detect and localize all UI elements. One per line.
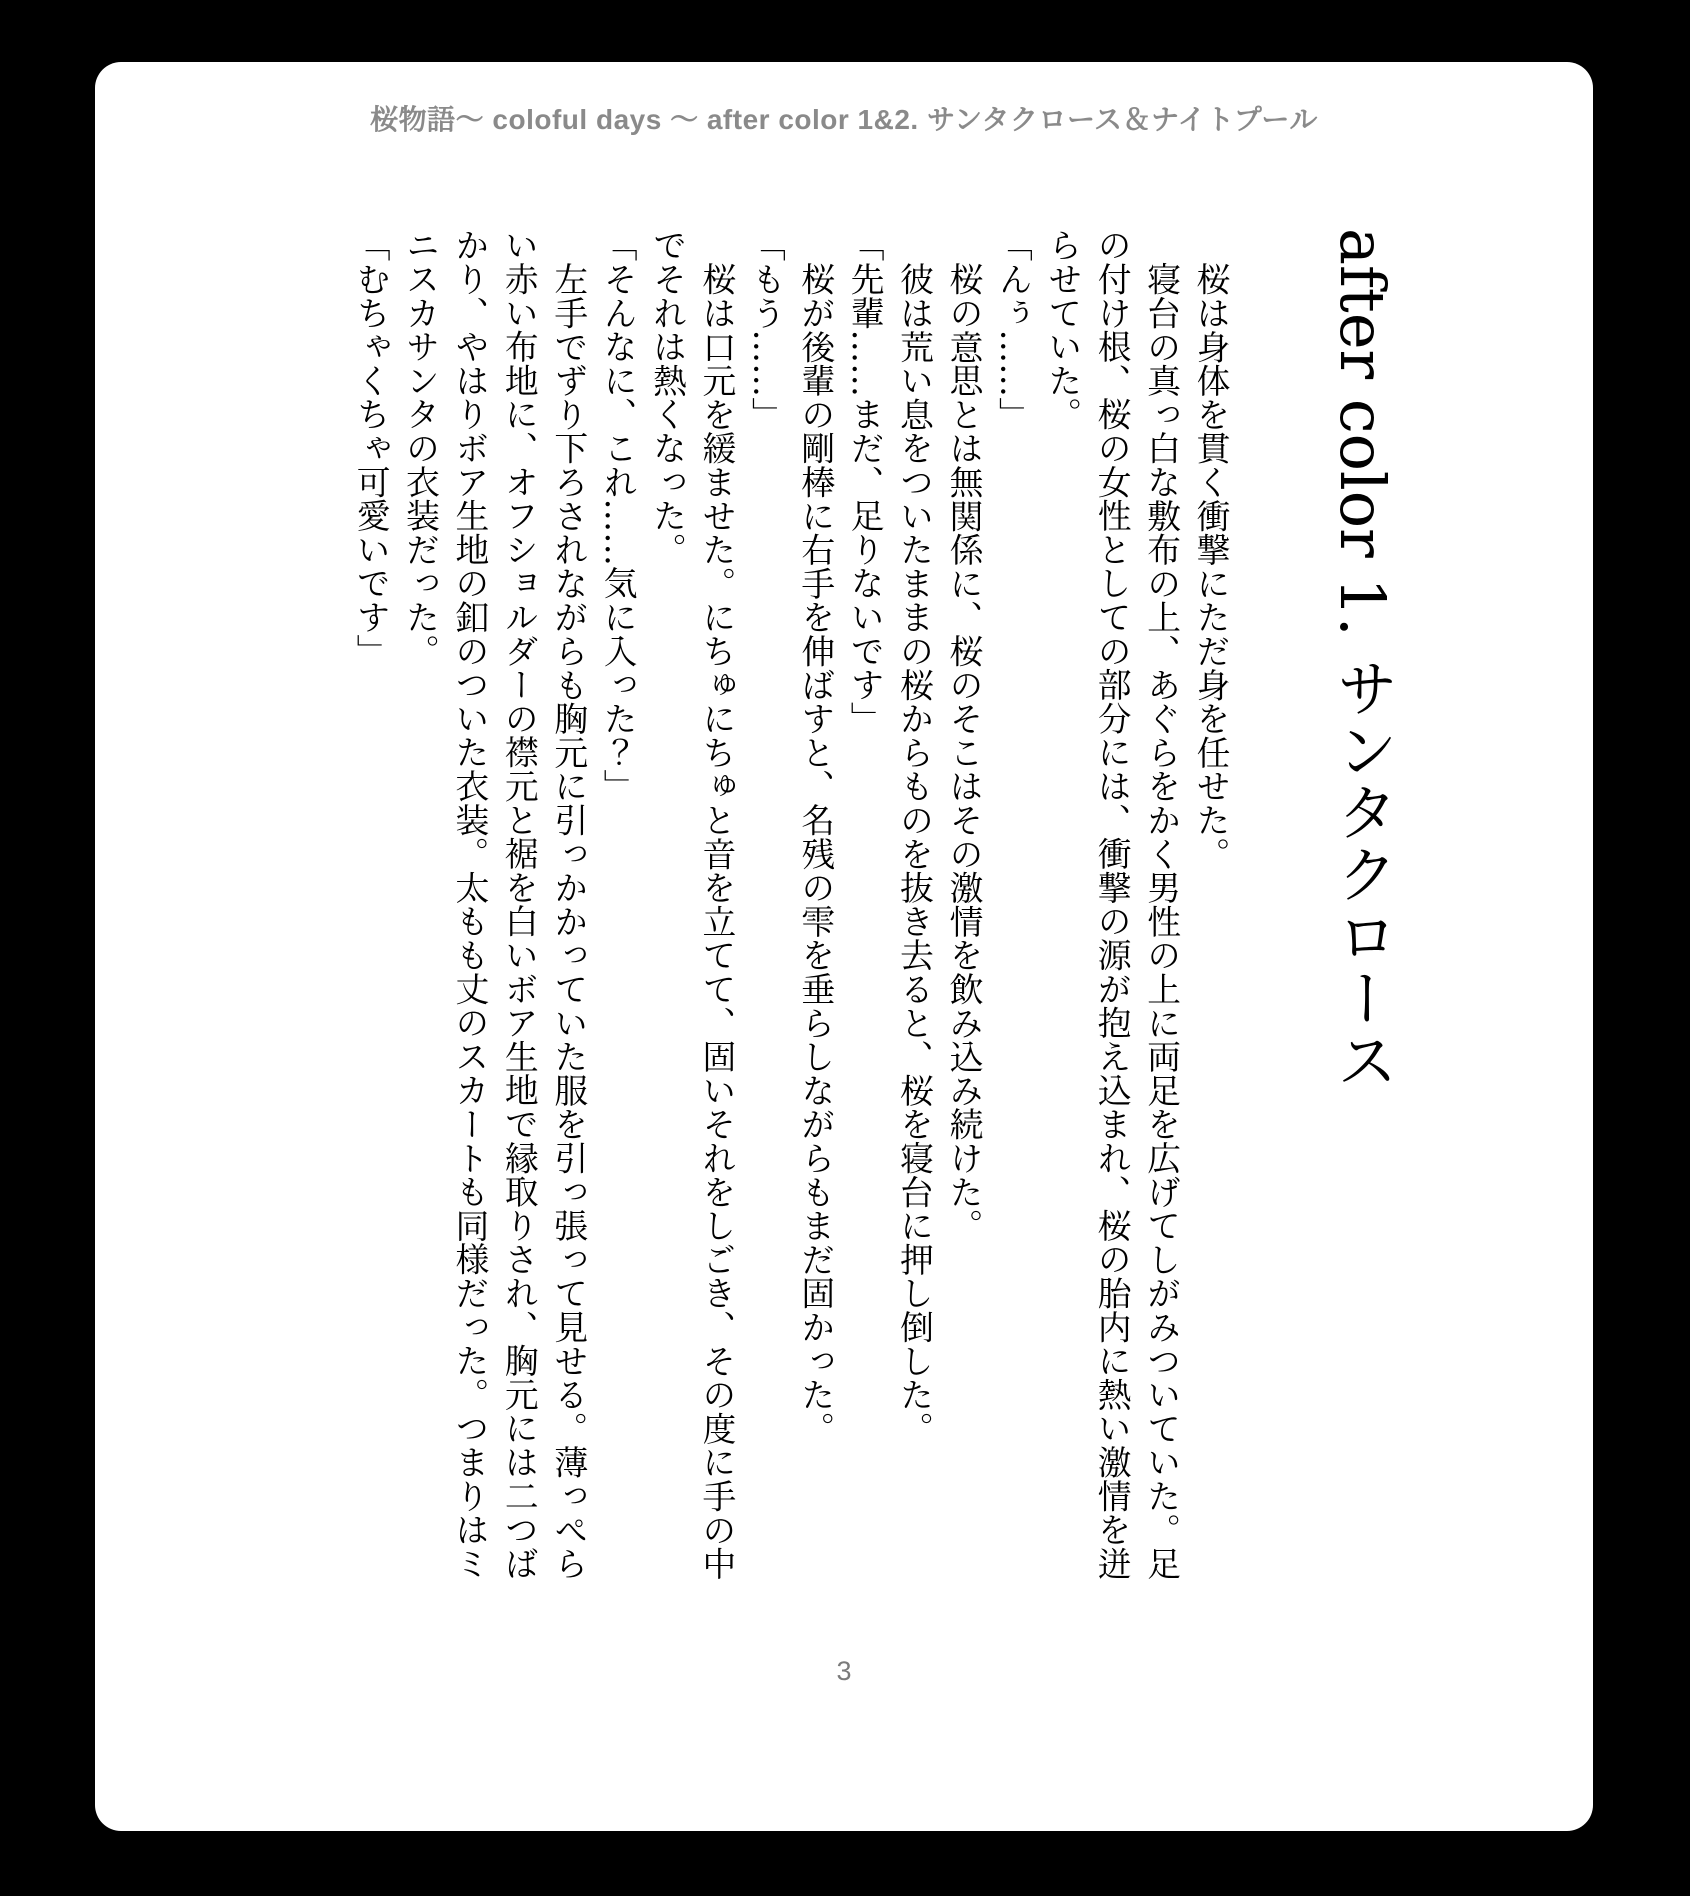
paragraph: 桜が後輩の剛棒に右手を伸ばすと、名残の雫を垂らしながらもまだ固かった。 bbox=[795, 261, 835, 1445]
paragraph: 「もう……」 bbox=[746, 228, 786, 431]
book-page[interactable] bbox=[95, 62, 1593, 1831]
running-header: 桜物語〜 coloful days 〜 after color 1&2. サンタクロース＆ナイトプール bbox=[370, 104, 1318, 135]
paragraph: 「そんなに、これ……気に入った？」 bbox=[598, 228, 638, 803]
paragraph: 桜の意思とは無関係に、桜のそこはその激情を飲み込み続けた。 bbox=[943, 261, 983, 1242]
paragraph: 寝台の真っ白な敷布の上、あぐらをかく男性の上に両足を広げてしがみついていた。足の付け根、桜の女性としての部分には、衝撃の源が抱え込まれ、桜の胎内に熱い激情を迸らせていた。 bbox=[1042, 228, 1181, 1580]
paragraph: 「んぅ……」 bbox=[993, 228, 1033, 431]
paragraph: 「むちゃくちゃ可愛いです」 bbox=[351, 228, 391, 668]
page-number: 3 bbox=[836, 1656, 852, 1686]
paragraph: 「先輩……まだ、足りないです」 bbox=[845, 228, 885, 735]
paragraph: 左手でずり下ろされながらも胸元に引っかかっていた服を引っ張って見せる。薄っぺらい赤い布地に、オフショルダーの襟元と裾を白いボア生地で縁取りされ、胸元には二つばかり、やはりボア生地の釦のついた衣装。太もも丈のスカートも同様だった。つまりはミニスカサンタの衣装だった。 bbox=[400, 228, 588, 1580]
paragraph: 桜は口元を緩ませた。にちゅにちゅと音を立てて、固いそれをしごき、その度に手の中でそれは熱くなった。 bbox=[647, 228, 736, 1580]
page-text-area bbox=[346, 228, 1399, 1584]
chapter-title: after color 1. サンタクロース bbox=[1326, 228, 1399, 1091]
paragraph: 桜は身体を貫く衝撃にただ身を任せた。 bbox=[1191, 261, 1230, 871]
paragraph: 彼は荒い息をついたままの桜からものを抜き去ると、桜を寝台に押し倒した。 bbox=[894, 261, 934, 1445]
paragraphs-container bbox=[346, 228, 1235, 1584]
